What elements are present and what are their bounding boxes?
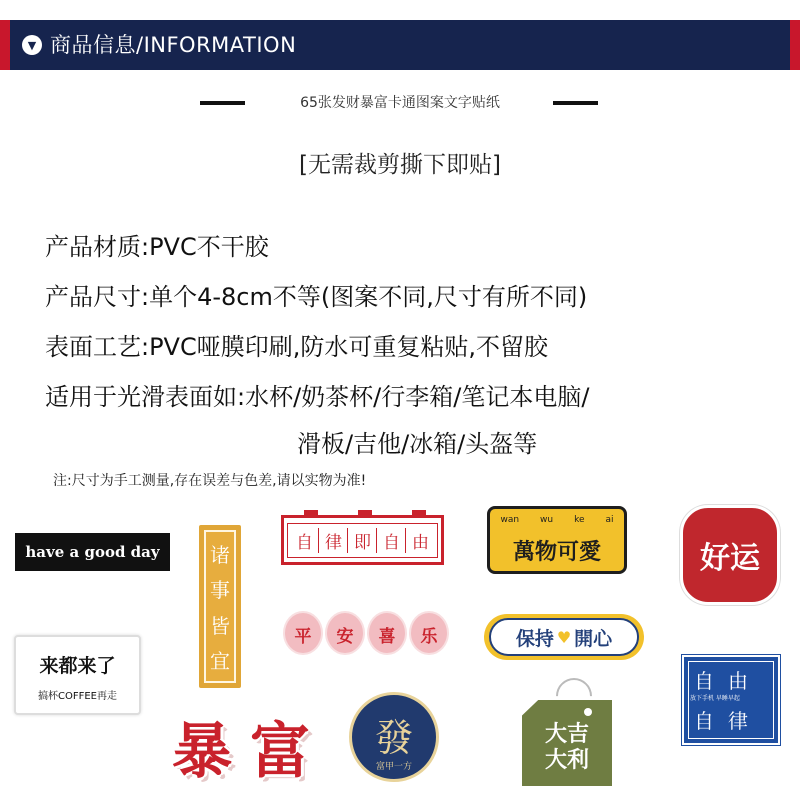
sticker-text xyxy=(522,722,612,774)
sticker-char: 平 xyxy=(294,627,312,647)
sticker-char: 自 xyxy=(383,528,406,553)
spec-usage-continued: 滑板/吉他/冰箱/头盔等 xyxy=(297,430,538,458)
sticker-text: 来都来了 xyxy=(39,655,116,677)
sticker-char: 诸 xyxy=(210,543,230,568)
sticker-char: 乐 xyxy=(420,627,438,647)
pinyin-syllable: ke xyxy=(574,515,585,525)
divider-left xyxy=(200,101,245,105)
sticker-pinyin xyxy=(490,515,624,525)
sticker-line: 大利 xyxy=(544,748,589,773)
sticker-text: 開心 xyxy=(574,627,613,650)
sticker-text-top: 自由 xyxy=(694,669,762,693)
sticker-char: 安 xyxy=(336,627,354,647)
divider-right xyxy=(553,101,598,105)
sticker-daji-dali xyxy=(522,678,612,786)
sticker-line: 大吉 xyxy=(544,722,589,747)
spec-process: 表面工艺:PVC哑膜印刷,防水可重复粘贴,不留胶 xyxy=(45,333,548,361)
spec-usage: 适用于光滑表面如:水杯/奶茶杯/行李箱/笔记本电脑/ xyxy=(45,383,590,411)
sticker-baochi-kaixin xyxy=(484,614,644,660)
sticker-text-bottom: 自律 xyxy=(694,709,762,733)
sticker-char: 即 xyxy=(354,528,377,553)
sticker-text: 發 xyxy=(374,716,413,760)
sticker-pingan-xile xyxy=(283,605,451,663)
header-accent-left xyxy=(0,20,10,70)
sticker-char: 宜 xyxy=(210,648,230,673)
sticker-char: 皆 xyxy=(210,613,230,638)
sticker-char: 喜 xyxy=(378,627,396,647)
header xyxy=(0,0,800,90)
spec-size: 产品尺寸:单个4-8cm不等(图案不同,尺寸有所不同) xyxy=(45,283,588,311)
sticker-have-a-good-day xyxy=(15,533,170,571)
pinyin-syllable: ai xyxy=(605,515,614,525)
sticker-inner xyxy=(287,523,438,558)
sticker-tab xyxy=(412,510,426,518)
sticker-subtext: 搞杯COFFEE再走 xyxy=(38,691,117,702)
sticker-char: 暴 xyxy=(172,717,232,787)
sticker-subtext: 富甲一方 xyxy=(375,762,412,772)
sticker-tab xyxy=(304,510,318,518)
sticker-text: 保持 xyxy=(515,627,554,650)
sticker-zhushi-jieyi xyxy=(199,525,241,688)
pinyin-syllable: wu xyxy=(540,515,554,525)
sticker-baofu xyxy=(168,704,328,788)
subtitle-row xyxy=(0,88,800,116)
product-subtitle: 65张发财暴富卡通图案文字贴纸 xyxy=(300,95,500,111)
sticker-zilv-ziyou xyxy=(281,515,444,565)
tag-hole xyxy=(584,708,592,716)
section-title: 商品信息/INFORMATION xyxy=(50,33,297,57)
sticker-tab xyxy=(358,510,372,518)
sticker-text: have a good day xyxy=(25,543,160,561)
sticker-text: 萬物可愛 xyxy=(512,540,601,565)
sticker-inner xyxy=(204,530,236,683)
spec-list xyxy=(45,222,785,466)
sticker-char: 富 xyxy=(250,717,310,787)
header-accent-right xyxy=(790,20,800,70)
sticker-haoyun xyxy=(680,505,780,605)
sticker-char: 事 xyxy=(210,578,230,603)
pinyin-syllable: wan xyxy=(500,515,520,525)
sticker-char: 自 xyxy=(296,528,319,553)
sticker-char: 由 xyxy=(412,532,429,553)
sticker-char: 律 xyxy=(325,528,348,553)
sticker-text-mid: 放下手机 早睡早起 xyxy=(690,695,740,702)
sticker-text: 好运 xyxy=(700,541,760,576)
chevron-down-icon: ▼ xyxy=(22,35,42,55)
sticker-wanwu-keai xyxy=(487,506,627,574)
tagline: [无需裁剪撕下即贴] xyxy=(299,152,501,178)
sticker-laidou-laile xyxy=(14,635,141,715)
sticker-fa-fujia xyxy=(349,692,439,782)
sticker-ziyou-zilv xyxy=(682,655,780,745)
disclaimer-note: 注:尺寸为手工测量,存在误差与色差,请以实物为准! xyxy=(53,473,367,489)
heart-icon: ♥ xyxy=(556,627,572,647)
spec-material: 产品材质:PVC不干胶 xyxy=(45,233,269,261)
sticker-inner xyxy=(489,618,639,656)
